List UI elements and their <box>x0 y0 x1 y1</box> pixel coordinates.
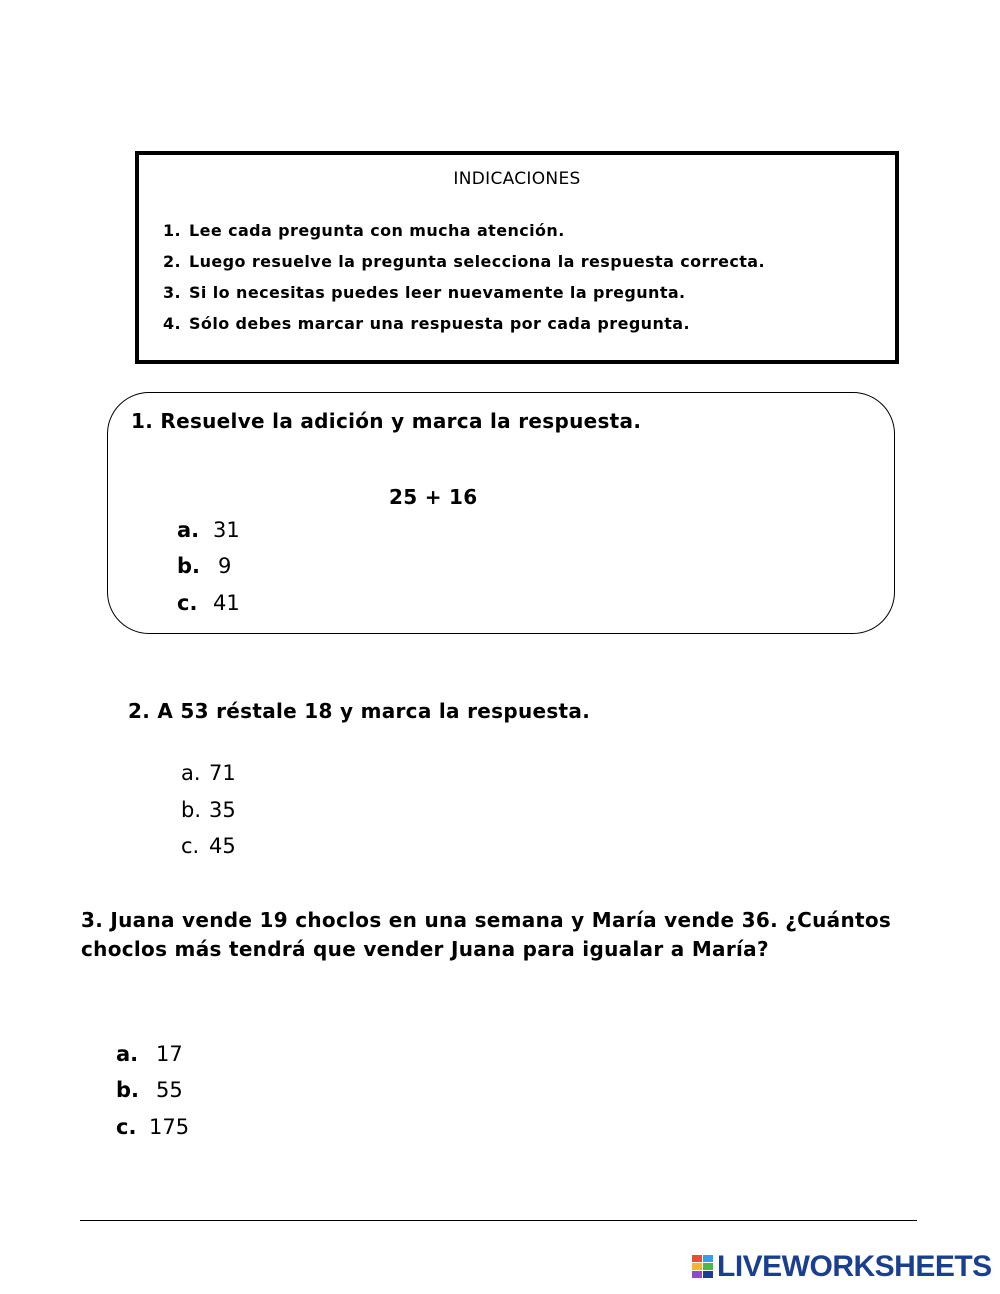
option-label: a. <box>116 1042 139 1066</box>
question-1-prompt: 1. Resuelve la adición y marca la respuesta. <box>131 409 642 433</box>
option-value: 175 <box>149 1115 190 1139</box>
option-value: 45 <box>209 834 236 858</box>
option-label: c. <box>116 1115 137 1139</box>
option-value: 9 <box>218 554 232 578</box>
question-3-prompt-line-1: 3. Juana vende 19 choclos en una semana y María vende 36. ¿Cuántos <box>81 908 892 932</box>
instruction-number: 1. <box>163 221 182 240</box>
question-1-option-c[interactable] <box>177 591 240 615</box>
option-value: 55 <box>156 1078 183 1102</box>
question-3-option-a[interactable] <box>116 1042 183 1066</box>
option-label: a. <box>181 761 201 785</box>
instruction-number: 3. <box>163 283 182 302</box>
instruction-text: Si lo necesitas puedes leer nuevamente la pregunta. <box>189 283 686 302</box>
option-label: b. <box>177 554 201 578</box>
question-2-option-c[interactable] <box>181 834 236 858</box>
question-3-option-c[interactable] <box>116 1115 189 1139</box>
option-value: 35 <box>209 798 236 822</box>
instruction-item <box>163 283 686 302</box>
instruction-number: 2. <box>163 252 182 271</box>
brand-name: LIVEWORKSHEETS <box>717 1250 992 1283</box>
option-value: 17 <box>156 1042 183 1066</box>
instruction-text: Luego resuelve la pregunta selecciona la respuesta correcta. <box>189 252 765 271</box>
instruction-item <box>163 252 765 271</box>
instruction-text: Sólo debes marcar una respuesta por cada pregunta. <box>189 314 690 333</box>
question-1-operation: 25 + 16 <box>389 485 478 509</box>
option-label: b. <box>116 1078 140 1102</box>
instruction-item <box>163 314 690 333</box>
question-2-option-b[interactable] <box>181 798 236 822</box>
option-value: 31 <box>213 518 240 542</box>
instruction-number: 4. <box>163 314 182 333</box>
option-label: c. <box>181 834 200 858</box>
question-2-option-a[interactable] <box>181 761 236 785</box>
liveworksheets-logo-icon <box>692 1254 714 1280</box>
option-value: 71 <box>209 761 236 785</box>
question-1-option-a[interactable] <box>177 518 240 542</box>
instruction-item <box>163 221 565 240</box>
question-2-prompt: 2. A 53 réstale 18 y marca la respuesta. <box>128 699 591 723</box>
footer-divider <box>80 1220 917 1221</box>
instructions-box <box>135 151 899 364</box>
question-3-option-b[interactable] <box>116 1078 183 1102</box>
instruction-text: Lee cada pregunta con mucha atención. <box>189 221 565 240</box>
option-label: b. <box>181 798 202 822</box>
brand-logo[interactable] <box>692 1252 992 1282</box>
option-label: a. <box>177 518 200 542</box>
question-1-option-b[interactable] <box>177 554 231 578</box>
question-3-prompt-line-2: choclos más tendrá que vender Juana para igualar a María? <box>81 937 769 961</box>
option-label: c. <box>177 591 198 615</box>
option-value: 41 <box>213 591 240 615</box>
instructions-title: INDICACIONES <box>453 169 581 189</box>
